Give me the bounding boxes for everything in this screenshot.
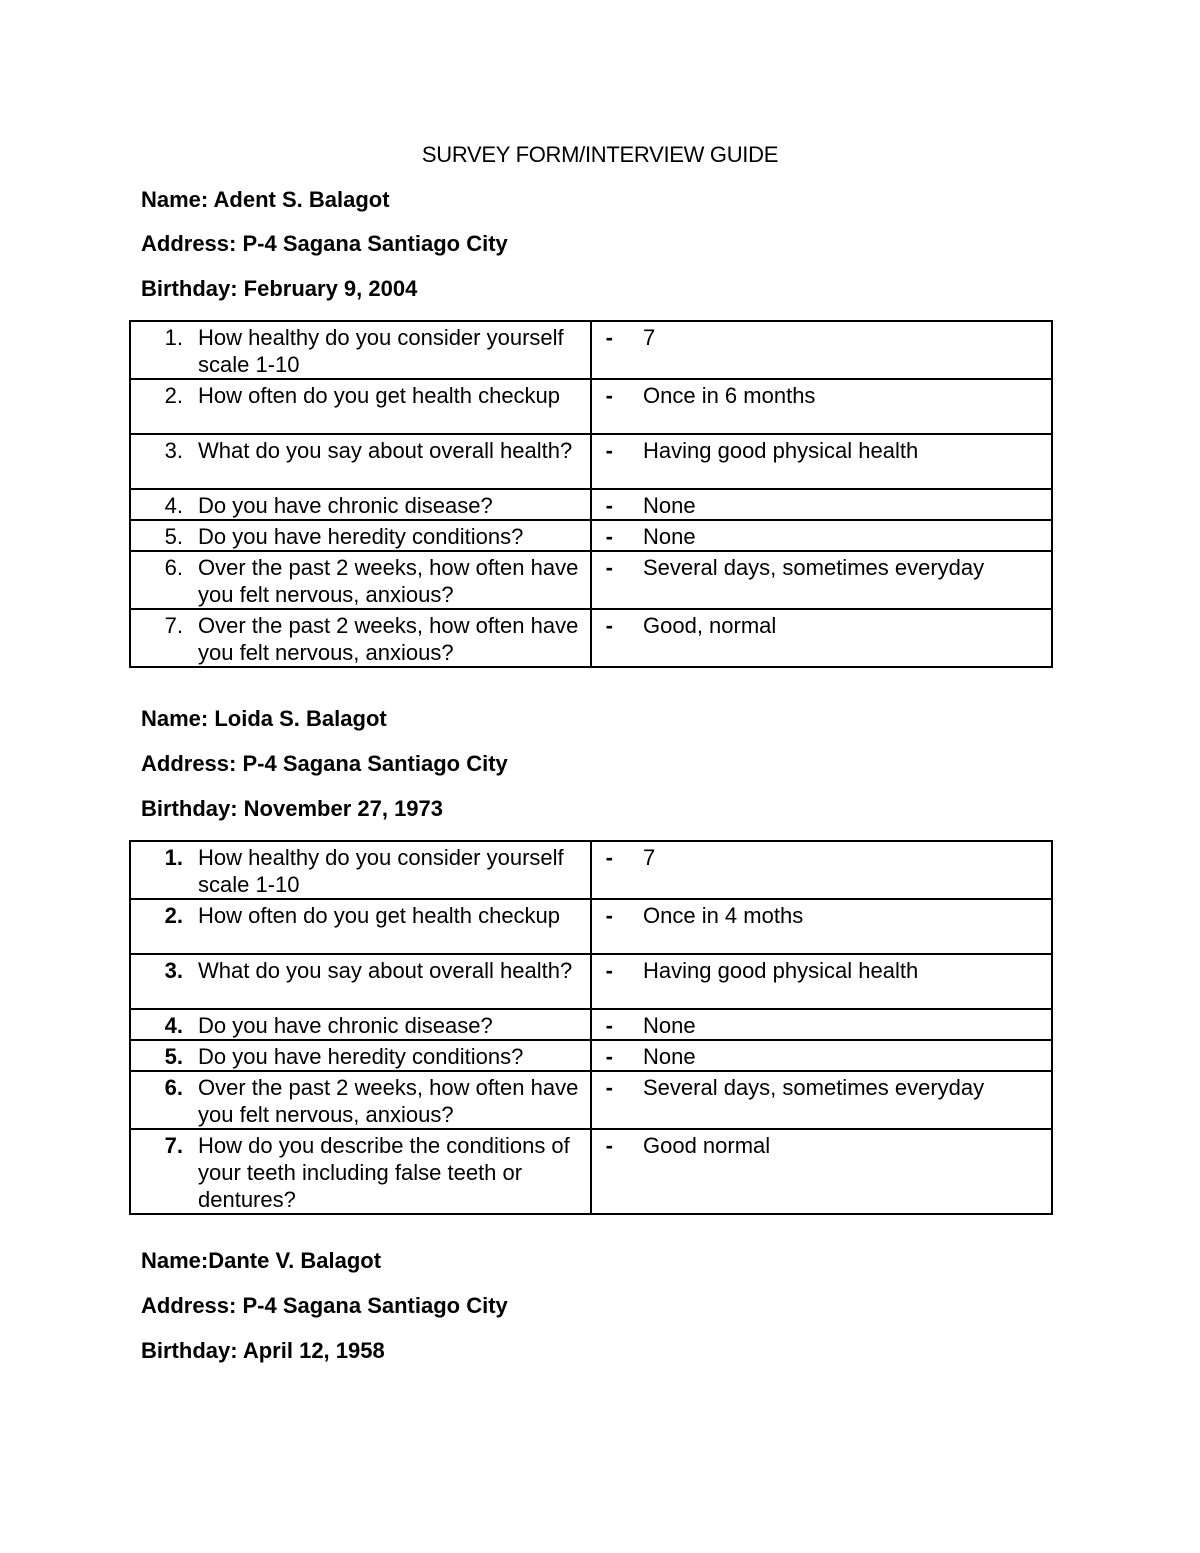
question-text: How healthy do you consider yourself scale 1-10: [198, 325, 564, 377]
question-number: 2.: [164, 383, 183, 408]
table-row: [130, 434, 1052, 489]
respondent-1-address: Address: P-4 Sagana Santiago City: [141, 231, 508, 256]
question-number: 7.: [164, 613, 183, 638]
respondent-2-address: Address: P-4 Sagana Santiago City: [141, 751, 508, 776]
question-text: Do you have heredity conditions?: [198, 524, 524, 549]
respondent-3-address: Address: P-4 Sagana Santiago City: [141, 1293, 508, 1318]
respondent-3-name: Name:Dante V. Balagot: [141, 1248, 382, 1273]
question-text: What do you say about overall health?: [198, 438, 573, 463]
table-row: [130, 321, 1052, 379]
respondent-2-name: Name: Loida S. Balagot: [141, 706, 387, 731]
question-number: 4.: [164, 493, 183, 518]
table-row: [130, 1009, 1052, 1040]
answer-text: 7: [643, 845, 656, 870]
question-text: Over the past 2 weeks, how often have you felt nervous, anxious?: [198, 555, 579, 607]
answer-text: 7: [643, 325, 656, 350]
answer-dash: -: [605, 903, 613, 928]
question-text: Do you have chronic disease?: [198, 493, 493, 518]
table-row: [130, 954, 1052, 1009]
answer-text: Several days, sometimes everyday: [643, 1075, 985, 1100]
answer-cell: [591, 520, 1052, 551]
question-number: 1.: [164, 325, 183, 350]
question-number: 3.: [164, 438, 183, 463]
question-cell: [130, 489, 591, 520]
answer-dash: -: [605, 613, 613, 638]
table-row: [130, 1129, 1052, 1214]
question-cell: [130, 520, 591, 551]
answer-cell: [591, 1129, 1052, 1214]
answer-dash: -: [605, 524, 613, 549]
table-row: [130, 841, 1052, 899]
question-cell: [130, 1129, 591, 1214]
question-cell: [130, 1071, 591, 1129]
table-row: [130, 489, 1052, 520]
question-cell: [130, 609, 591, 667]
answer-dash: -: [605, 555, 613, 580]
answer-dash: -: [605, 438, 613, 463]
table-row: [130, 520, 1052, 551]
table-row: [130, 609, 1052, 667]
answer-text: Good, normal: [643, 613, 777, 638]
table-row: [130, 551, 1052, 609]
answer-cell: [591, 379, 1052, 434]
answer-text: None: [643, 493, 696, 518]
answer-text: None: [643, 1044, 696, 1069]
question-number: 5.: [164, 524, 183, 549]
question-text: Do you have chronic disease?: [198, 1013, 493, 1038]
question-text: Over the past 2 weeks, how often have you felt nervous, anxious?: [198, 613, 579, 665]
answer-text: Several days, sometimes everyday: [643, 555, 985, 580]
answer-text: Once in 6 months: [643, 383, 816, 408]
answer-cell: [591, 434, 1052, 489]
answer-cell: [591, 954, 1052, 1009]
answer-dash: -: [605, 845, 613, 870]
question-text: What do you say about overall health?: [198, 958, 573, 983]
question-number: 3.: [164, 958, 183, 983]
answer-cell: [591, 551, 1052, 609]
answer-cell: [591, 1040, 1052, 1071]
answer-dash: -: [605, 1133, 613, 1158]
answer-cell: [591, 489, 1052, 520]
question-cell: [130, 1040, 591, 1071]
question-text: How do you describe the conditions of your teeth including false teeth or dentures?: [198, 1133, 570, 1212]
question-cell: [130, 841, 591, 899]
answer-cell: [591, 841, 1052, 899]
respondent-2-table: [129, 840, 1053, 1215]
question-text: Do you have heredity conditions?: [198, 1044, 524, 1069]
answer-dash: -: [605, 958, 613, 983]
question-number: 2.: [164, 903, 183, 928]
question-number: 4.: [164, 1013, 183, 1038]
answer-dash: -: [605, 325, 613, 350]
question-text: How often do you get health checkup: [198, 903, 561, 928]
answer-dash: -: [605, 493, 613, 518]
question-cell: [130, 321, 591, 379]
table-row: [130, 899, 1052, 954]
answer-text: Once in 4 moths: [643, 903, 804, 928]
respondent-3-birthday: Birthday: April 12, 1958: [141, 1338, 385, 1363]
table-row: [130, 1071, 1052, 1129]
answer-cell: [591, 609, 1052, 667]
question-number: 7.: [164, 1133, 183, 1158]
question-cell: [130, 434, 591, 489]
answer-text: None: [643, 1013, 696, 1038]
question-cell: [130, 551, 591, 609]
answer-dash: -: [605, 1013, 613, 1038]
answer-cell: [591, 899, 1052, 954]
question-cell: [130, 899, 591, 954]
table-row: [130, 379, 1052, 434]
question-number: 1.: [164, 845, 183, 870]
answer-text: Having good physical health: [643, 438, 919, 463]
respondent-1-table: [129, 320, 1053, 668]
answer-dash: -: [605, 383, 613, 408]
question-text: Over the past 2 weeks, how often have you felt nervous, anxious?: [198, 1075, 579, 1127]
question-cell: [130, 379, 591, 434]
answer-cell: [591, 1009, 1052, 1040]
answer-cell: [591, 321, 1052, 379]
question-number: 6.: [164, 1075, 183, 1100]
respondent-1-birthday: Birthday: February 9, 2004: [141, 276, 418, 301]
question-text: How healthy do you consider yourself scale 1-10: [198, 845, 564, 897]
question-text: How often do you get health checkup: [198, 383, 561, 408]
respondent-1-name: Name: Adent S. Balagot: [141, 187, 390, 212]
respondent-2-birthday: Birthday: November 27, 1973: [141, 796, 444, 821]
answer-dash: -: [605, 1044, 613, 1069]
table-row: [130, 1040, 1052, 1071]
question-number: 6.: [164, 555, 183, 580]
question-cell: [130, 954, 591, 1009]
answer-dash: -: [605, 1075, 613, 1100]
answer-text: None: [643, 524, 696, 549]
answer-text: Good normal: [643, 1133, 771, 1158]
answer-cell: [591, 1071, 1052, 1129]
answer-text: Having good physical health: [643, 958, 919, 983]
question-cell: [130, 1009, 591, 1040]
document-title: SURVEY FORM/INTERVIEW GUIDE: [421, 142, 779, 167]
question-number: 5.: [164, 1044, 183, 1069]
